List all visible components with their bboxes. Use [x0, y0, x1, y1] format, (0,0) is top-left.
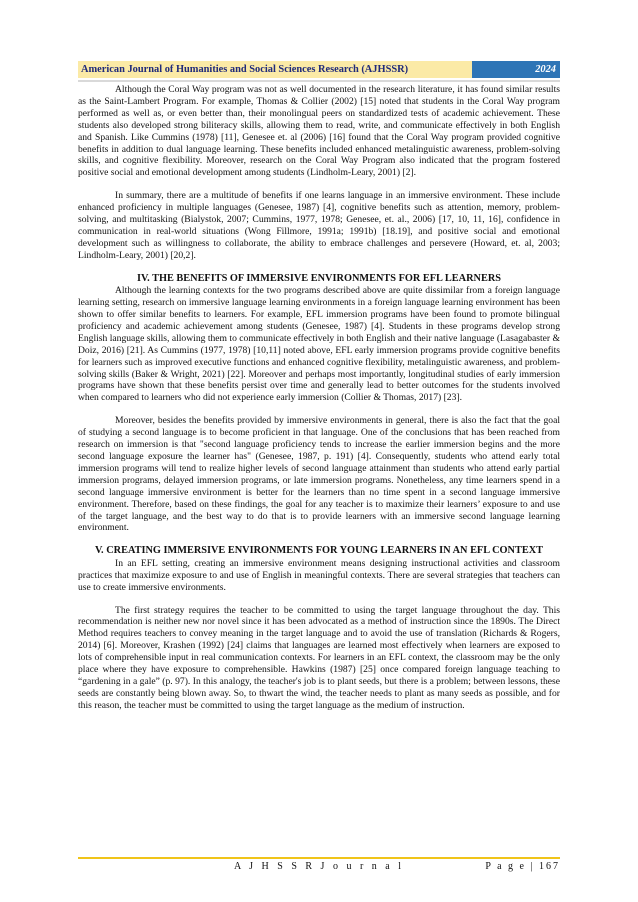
- paragraph: The first strategy requires the teacher to be committed to using the target language throughout the day. This recommendation is neither new nor novel since it has been advocated as a method of instruction since the 1890s. The Direct Method requires teachers to convey meaning in the target language and to avoid the use of translation (Richards & Rogers, 2014) [6]. Moreover, Krashen (1992) [24] claims that languages are learned most effectively when learners are exposed to lots of comprehensible input in real communication contexts. For learners in an EFL context, the classroom may be the only place where they have exposure to comprehensible. Hawkins (1987) [25] once compared foreign language teaching to “gardening in a gale” (p. 97). In this analogy, the teacher's job is to plant seeds, but there is a problem; between lessons, these seeds are constantly being blown away. So, to thwart the wind, the teacher needs to plant as many seeds as possible, and for this reason, the teacher must be committed to using the target language as the medium of instruction.: [78, 604, 560, 711]
- journal-title: American Journal of Humanities and Social Sciences Research (AJHSSR): [78, 61, 472, 78]
- paragraph: In summary, there are a multitude of benefits if one learns language in an immersive environment. These include enhanced proficiency in multiple languages (Genesee, 1987) [4], cognitive benefits such as attention, memory, problem-solving, and multitasking (Bialystok, 2007; Cummins, 1977, 1978; Genesee, et. al., 2006) [17, 10, 11, 16], confidence in communication in real-world situations (Wong Fillmore, 1991a; 1991b) [18.19], and positive social and emotional development such as willingness to collaborate, the ability to embrace challenges and persevere (Howard, et. al, 2003; Lindholm-Leary, 2001) [20,2].: [78, 190, 560, 261]
- paragraph: Moreover, besides the benefits provided by immersive environments in general, there is also the fact that the goal of studying a second language is to become proficient in that language. One of the conclusions that has been reached from research on immersion is that "second language proficiency tends to increase the earlier immersion begins and the more second language exposure the learner has" (Genesee, 1987, p. 191) [4]. Consequently, students who attend early total immersion programs will tend to realize higher levels of second language attainment than students who attend early partial immersion programs, delayed immersion programs, or late immersion programs. Nonetheless, any time learners spend in a second language immersive environment is better for the learners than no time spent in a second language immersive environment. Therefore, based on these findings, the goal for any teacher is to maximize their learners’ exposure to and use of the target language, and the best way to do that is to provide learners with an immersive second language learning environment.: [78, 415, 560, 534]
- article-body: [78, 84, 560, 723]
- section-heading: V. CREATING IMMERSIVE ENVIRONMENTS FOR YOUNG LEARNERS IN AN EFL CONTEXT: [94, 545, 544, 557]
- section-heading: IV. THE BENEFITS OF IMMERSIVE ENVIRONMENTS FOR EFL LEARNERS: [137, 272, 501, 284]
- paragraph: Although the Coral Way program was not as well documented in the research literature, it has found similar results as the Saint-Lambert Program. For example, Thomas & Collier (2002) [15] noted that students in the Coral Way program performed as well as, or even better than, their monolingual peers on standardized tests of academic achievement. These students also developed strong biliteracy skills, allowing them to read, write, and communicate effectively in both English and Spanish. Like Cummins (1978) [11], Genesee et. al (2006) [16] found that the Coral Way program provided cognitive benefits in addition to dual language learning. These benefits included enhanced metalinguistic awareness, problem-solving skills, and cognitive flexibility. Moreover, research on the Coral Way Program also indicated that the program fostered positive social and emotional development among students (Lindholm-Leary, 2001) [2].: [78, 84, 560, 179]
- footer-divider: [78, 857, 560, 859]
- paragraph: Although the learning contexts for the two programs described above are quite dissimilar from a foreign language learning setting, research on immersive language learning environments in a foreign language learning environment has been shown to offer similar benefits to learners. For example, EFL immersion programs have been found to promote bilingual proficiency and academic achievement among students (Genesee, 1987) [4]. Students in these programs develop strong English language skills, allowing them to communicate effectively in both English and their native language (Lasagabaster & Doiz, 2016) [21]. As Cummins (1977, 1978) [10,11] noted above, EFL early immersion programs provide cognitive benefits for learners such as improved executive functions and enhanced cognitive flexibility, metalinguistic awareness, and problem-solving skills (Baker & Wright, 2021) [22]. Moreover and perhaps most importantly, longitudinal studies of early immersion programs have shown that these benefits persist over time and generally lead to better outcomes for the students involved when compared to learners who did not experience early immersion (Collier & Thomas, 2017) [23].: [78, 285, 560, 404]
- journal-year: 2024: [472, 61, 560, 78]
- header-divider: [78, 80, 560, 82]
- page-number: P a g e | 167: [485, 861, 560, 872]
- paragraph: In an EFL setting, creating an immersive environment means designing instructional activities and classroom practices that maximize exposure to and use of English in meaningful contexts. There are several strategies that teachers can use to create immersive environments.: [78, 557, 560, 593]
- footer-journal: A J H S S R J o u r n a l: [233, 861, 404, 872]
- journal-header: [78, 61, 560, 78]
